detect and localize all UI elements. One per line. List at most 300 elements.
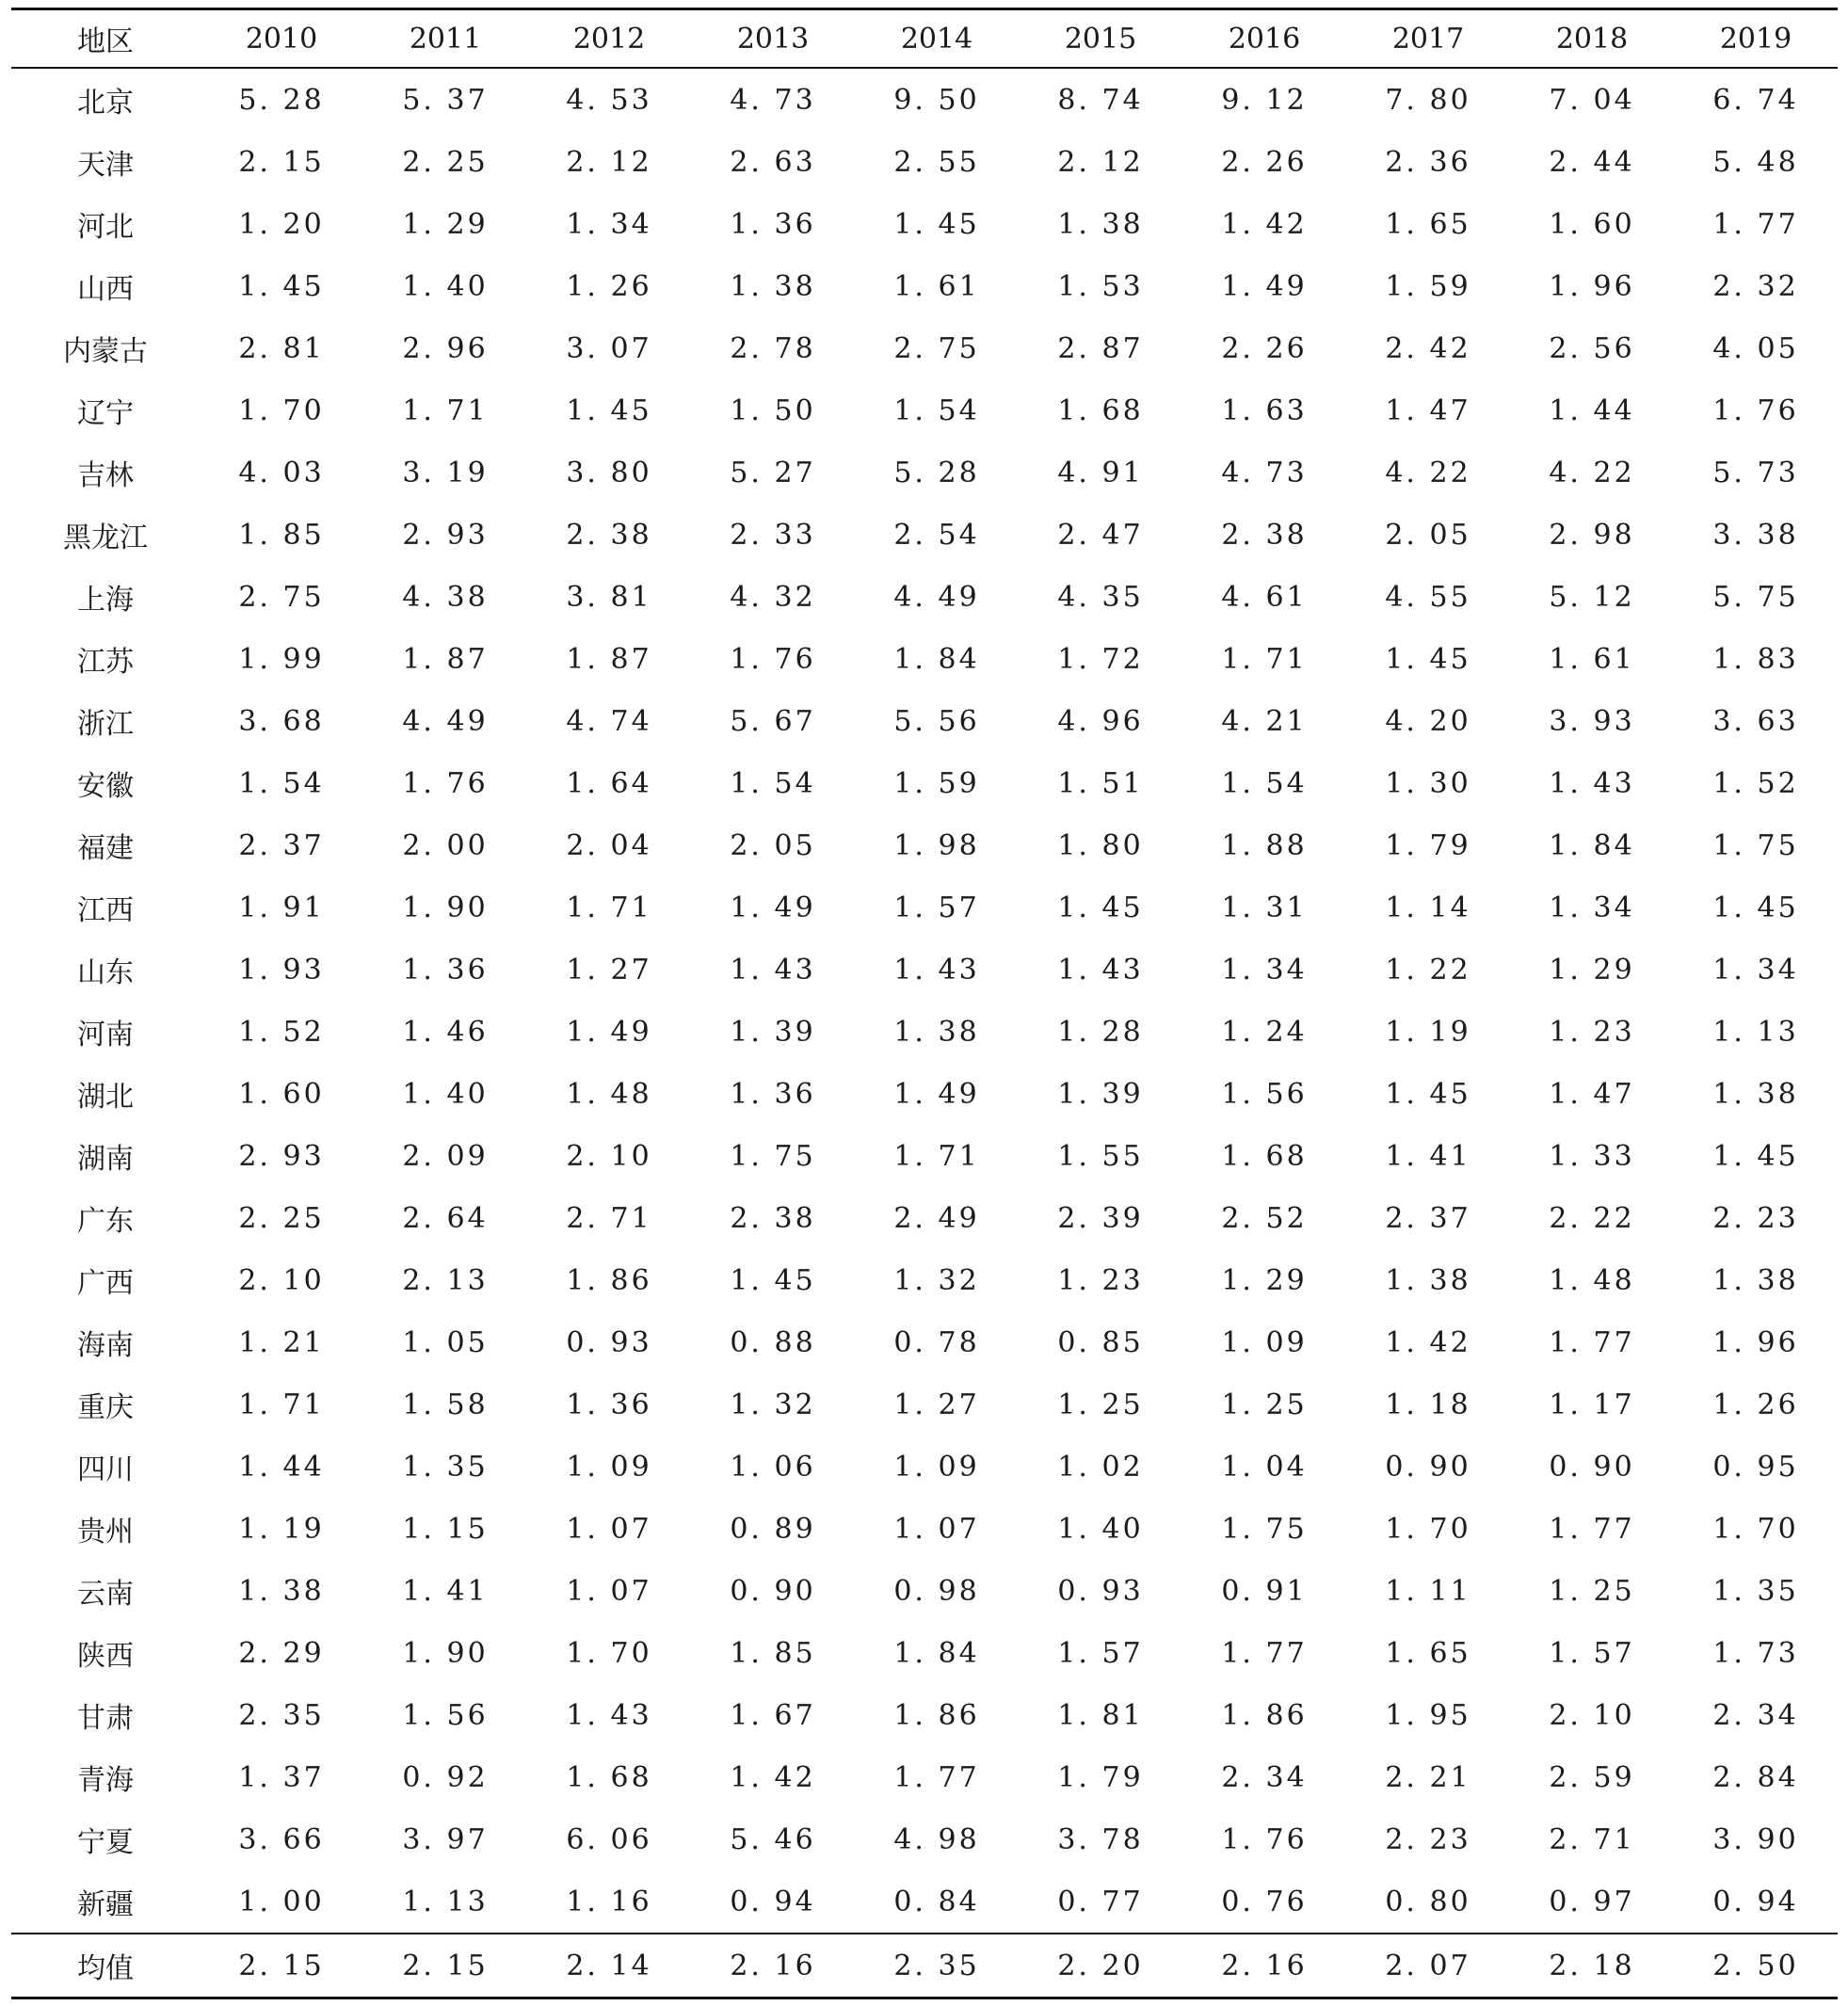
table-row: [11, 131, 1838, 193]
table-body: [11, 68, 1838, 1998]
value-cell: 1. 61: [893, 269, 980, 303]
mean-value-cell: 2. 15: [238, 1949, 325, 1982]
value-cell: 1. 43: [893, 953, 980, 987]
table-row: [11, 1249, 1838, 1311]
value-cell: 0. 84: [893, 1885, 980, 1918]
data-table: [11, 8, 1838, 1999]
value-cell: 1. 93: [238, 953, 325, 987]
value-cell: 1. 54: [1221, 766, 1308, 800]
value-cell: 2. 38: [730, 1201, 816, 1235]
value-cell: 1. 60: [238, 1077, 325, 1111]
value-cell: 5. 56: [893, 704, 980, 738]
value-cell: 1. 24: [1221, 1015, 1308, 1049]
value-cell: 1. 58: [402, 1388, 489, 1421]
value-cell: 5. 75: [1712, 580, 1799, 614]
value-cell: 1. 02: [1057, 1450, 1144, 1484]
value-cell: 2. 84: [1712, 1760, 1799, 1794]
value-cell: 1. 39: [730, 1015, 816, 1049]
value-cell: 1. 68: [566, 1760, 652, 1794]
value-cell: 1. 29: [402, 207, 489, 241]
value-cell: 4. 21: [1221, 704, 1308, 738]
column-header-year: 2010: [245, 22, 318, 56]
region-cell: 陕西: [77, 1640, 134, 1673]
mean-value-cell: 2. 16: [1221, 1949, 1308, 1982]
column-header-year: 2013: [736, 22, 810, 56]
value-cell: 1. 45: [893, 207, 980, 241]
column-header-year: 2017: [1391, 22, 1465, 56]
region-cell: 湖北: [77, 1081, 134, 1114]
value-cell: 7. 04: [1549, 83, 1635, 117]
value-cell: 1. 05: [402, 1325, 489, 1359]
value-cell: 1. 47: [1549, 1077, 1635, 1111]
table-row: [11, 752, 1838, 814]
value-cell: 1. 42: [1385, 1325, 1471, 1359]
value-cell: 0. 90: [730, 1574, 816, 1608]
value-cell: 2. 37: [238, 828, 325, 862]
value-cell: 4. 53: [566, 83, 652, 117]
value-cell: 1. 29: [1549, 953, 1635, 987]
region-cell: 福建: [77, 832, 134, 865]
value-cell: 0. 97: [1549, 1885, 1635, 1918]
value-cell: 2. 33: [730, 518, 816, 552]
value-cell: 1. 45: [730, 1263, 816, 1297]
value-cell: 1. 88: [1221, 828, 1308, 862]
value-cell: 2. 25: [238, 1201, 325, 1235]
value-cell: 1. 57: [1549, 1636, 1635, 1670]
value-cell: 0. 80: [1385, 1885, 1471, 1918]
mean-row: [11, 1934, 1838, 1998]
table-row: [11, 68, 1838, 131]
value-cell: 2. 26: [1221, 331, 1308, 365]
value-cell: 0. 93: [566, 1325, 652, 1359]
value-cell: 1. 49: [893, 1077, 980, 1111]
value-cell: 1. 25: [1549, 1574, 1635, 1608]
region-cell: 甘肃: [77, 1702, 134, 1735]
value-cell: 4. 91: [1057, 456, 1144, 489]
value-cell: 1. 96: [1549, 269, 1635, 303]
value-cell: 1. 77: [1549, 1325, 1635, 1359]
value-cell: 1. 95: [1385, 1698, 1471, 1732]
value-cell: 1. 56: [402, 1698, 489, 1732]
value-cell: 1. 36: [566, 1388, 652, 1421]
value-cell: 1. 75: [1221, 1512, 1308, 1546]
value-cell: 1. 38: [238, 1574, 325, 1608]
value-cell: 1. 79: [1385, 828, 1471, 862]
value-cell: 2. 42: [1385, 331, 1471, 365]
value-cell: 1. 34: [1549, 891, 1635, 924]
value-cell: 1. 55: [1057, 1139, 1144, 1173]
data-table-container: [11, 8, 1838, 1999]
value-cell: 1. 90: [402, 891, 489, 924]
value-cell: 1. 38: [1385, 1263, 1471, 1297]
value-cell: 4. 61: [1221, 580, 1308, 614]
value-cell: 2. 81: [238, 331, 325, 365]
value-cell: 2. 47: [1057, 518, 1144, 552]
value-cell: 1. 87: [402, 642, 489, 676]
value-cell: 2. 34: [1712, 1698, 1799, 1732]
column-header-year: 2012: [572, 22, 646, 56]
value-cell: 1. 59: [893, 766, 980, 800]
table-row: [11, 690, 1838, 752]
value-cell: 2. 71: [1549, 1822, 1635, 1856]
value-cell: 1. 43: [1549, 766, 1635, 800]
column-header-region: 地区: [77, 25, 134, 58]
value-cell: 2. 75: [893, 331, 980, 365]
value-cell: 4. 22: [1549, 456, 1635, 489]
value-cell: 1. 91: [238, 891, 325, 924]
value-cell: 1. 76: [1712, 393, 1799, 427]
value-cell: 0. 92: [402, 1760, 489, 1794]
value-cell: 1. 07: [566, 1512, 652, 1546]
value-cell: 0. 90: [1549, 1450, 1635, 1484]
value-cell: 1. 68: [1221, 1139, 1308, 1173]
value-cell: 1. 17: [1549, 1388, 1635, 1421]
value-cell: 2. 10: [566, 1139, 652, 1173]
value-cell: 1. 75: [730, 1139, 816, 1173]
region-cell: 广东: [77, 1205, 134, 1238]
value-cell: 1. 40: [1057, 1512, 1144, 1546]
table-row: [11, 1622, 1838, 1684]
column-header-year: 2019: [1719, 22, 1792, 56]
value-cell: 3. 63: [1712, 704, 1799, 738]
value-cell: 1. 87: [566, 642, 652, 676]
value-cell: 1. 37: [238, 1760, 325, 1794]
table-row: [11, 1125, 1838, 1187]
region-cell: 上海: [77, 584, 134, 617]
region-cell: 山西: [77, 273, 134, 306]
region-cell: 重庆: [77, 1391, 134, 1424]
region-cell: 江苏: [77, 646, 134, 679]
value-cell: 0. 94: [1712, 1885, 1799, 1918]
table-row: [11, 1373, 1838, 1436]
value-cell: 0. 88: [730, 1325, 816, 1359]
value-cell: 2. 22: [1549, 1201, 1635, 1235]
table-row: [11, 1001, 1838, 1063]
value-cell: 1. 70: [1712, 1512, 1799, 1546]
value-cell: 2. 13: [402, 1263, 489, 1297]
value-cell: 1. 49: [566, 1015, 652, 1049]
value-cell: 0. 77: [1057, 1885, 1144, 1918]
value-cell: 1. 47: [1385, 393, 1471, 427]
value-cell: 2. 05: [730, 828, 816, 862]
value-cell: 4. 35: [1057, 580, 1144, 614]
value-cell: 2. 04: [566, 828, 652, 862]
value-cell: 2. 12: [1057, 145, 1144, 179]
value-cell: 1. 57: [893, 891, 980, 924]
value-cell: 2. 59: [1549, 1760, 1635, 1794]
value-cell: 1. 77: [893, 1760, 980, 1794]
value-cell: 2. 09: [402, 1139, 489, 1173]
mean-value-cell: 2. 14: [566, 1949, 652, 1982]
value-cell: 0. 78: [893, 1325, 980, 1359]
value-cell: 1. 71: [566, 891, 652, 924]
value-cell: 2. 63: [730, 145, 816, 179]
value-cell: 2. 36: [1385, 145, 1471, 179]
value-cell: 1. 13: [1712, 1015, 1799, 1049]
value-cell: 1. 65: [1385, 1636, 1471, 1670]
region-cell: 天津: [77, 149, 134, 182]
mean-value-cell: 2. 35: [893, 1949, 980, 1982]
value-cell: 1. 71: [238, 1388, 325, 1421]
value-cell: 2. 23: [1712, 1201, 1799, 1235]
region-cell: 安徽: [77, 770, 134, 803]
value-cell: 4. 73: [730, 83, 816, 117]
value-cell: 1. 07: [566, 1574, 652, 1608]
value-cell: 1. 64: [566, 766, 652, 800]
value-cell: 1. 23: [1057, 1263, 1144, 1297]
table-row: [11, 504, 1838, 566]
value-cell: 1. 35: [402, 1450, 489, 1484]
value-cell: 1. 41: [402, 1574, 489, 1608]
value-cell: 2. 10: [238, 1263, 325, 1297]
value-cell: 1. 15: [402, 1512, 489, 1546]
region-cell: 北京: [77, 87, 134, 120]
table-row: [11, 379, 1838, 441]
region-cell: 河北: [77, 211, 134, 244]
value-cell: 1. 43: [566, 1698, 652, 1732]
value-cell: 6. 74: [1712, 83, 1799, 117]
value-cell: 1. 72: [1057, 642, 1144, 676]
value-cell: 6. 06: [566, 1822, 652, 1856]
value-cell: 1. 14: [1385, 891, 1471, 924]
value-cell: 1. 29: [1221, 1263, 1308, 1297]
value-cell: 1. 04: [1221, 1450, 1308, 1484]
value-cell: 1. 46: [402, 1015, 489, 1049]
value-cell: 2. 15: [238, 145, 325, 179]
value-cell: 1. 43: [1057, 953, 1144, 987]
value-cell: 3. 81: [566, 580, 652, 614]
table-row: [11, 876, 1838, 939]
value-cell: 2. 29: [238, 1636, 325, 1670]
value-cell: 1. 65: [1385, 207, 1471, 241]
value-cell: 1. 77: [1712, 207, 1799, 241]
value-cell: 1. 70: [1385, 1512, 1471, 1546]
value-cell: 5. 48: [1712, 145, 1799, 179]
value-cell: 1. 48: [1549, 1263, 1635, 1297]
table-row: [11, 1063, 1838, 1125]
value-cell: 1. 56: [1221, 1077, 1308, 1111]
value-cell: 1. 25: [1221, 1388, 1308, 1421]
value-cell: 1. 36: [402, 953, 489, 987]
value-cell: 1. 50: [730, 393, 816, 427]
value-cell: 8. 74: [1057, 83, 1144, 117]
value-cell: 1. 63: [1221, 393, 1308, 427]
table-row: [11, 441, 1838, 504]
table-row: [11, 193, 1838, 255]
value-cell: 1. 40: [402, 1077, 489, 1111]
value-cell: 1. 11: [1385, 1574, 1471, 1608]
region-cell: 贵州: [77, 1516, 134, 1549]
value-cell: 9. 12: [1221, 83, 1308, 117]
value-cell: 1. 35: [1712, 1574, 1799, 1608]
region-cell: 广西: [77, 1267, 134, 1300]
region-cell: 浙江: [77, 708, 134, 741]
value-cell: 2. 23: [1385, 1822, 1471, 1856]
value-cell: 1. 45: [1712, 1139, 1799, 1173]
value-cell: 0. 89: [730, 1512, 816, 1546]
value-cell: 1. 68: [1057, 393, 1144, 427]
value-cell: 1. 90: [402, 1636, 489, 1670]
value-cell: 1. 27: [893, 1388, 980, 1421]
value-cell: 1. 40: [402, 269, 489, 303]
value-cell: 1. 13: [402, 1885, 489, 1918]
value-cell: 1. 80: [1057, 828, 1144, 862]
value-cell: 3. 38: [1712, 518, 1799, 552]
region-cell: 吉林: [77, 459, 134, 492]
value-cell: 2. 71: [566, 1201, 652, 1235]
region-cell: 辽宁: [77, 397, 134, 430]
value-cell: 1. 49: [730, 891, 816, 924]
value-cell: 2. 35: [238, 1698, 325, 1732]
value-cell: 1. 38: [1712, 1263, 1799, 1297]
value-cell: 1. 43: [730, 953, 816, 987]
table-row: [11, 1746, 1838, 1808]
value-cell: 1. 73: [1712, 1636, 1799, 1670]
value-cell: 3. 93: [1549, 704, 1635, 738]
value-cell: 1. 84: [893, 642, 980, 676]
value-cell: 0. 76: [1221, 1885, 1308, 1918]
value-cell: 1. 26: [1712, 1388, 1799, 1421]
value-cell: 1. 77: [1221, 1636, 1308, 1670]
value-cell: 2. 00: [402, 828, 489, 862]
column-header-year: 2018: [1555, 22, 1629, 56]
value-cell: 4. 96: [1057, 704, 1144, 738]
value-cell: 1. 54: [893, 393, 980, 427]
value-cell: 1. 54: [730, 766, 816, 800]
value-cell: 1. 38: [1712, 1077, 1799, 1111]
value-cell: 4. 20: [1385, 704, 1471, 738]
value-cell: 1. 23: [1549, 1015, 1635, 1049]
value-cell: 2. 44: [1549, 145, 1635, 179]
value-cell: 2. 12: [566, 145, 652, 179]
value-cell: 4. 55: [1385, 580, 1471, 614]
value-cell: 0. 94: [730, 1885, 816, 1918]
value-cell: 0. 93: [1057, 1574, 1144, 1608]
value-cell: 2. 49: [893, 1201, 980, 1235]
value-cell: 1. 45: [1712, 891, 1799, 924]
value-cell: 1. 28: [1057, 1015, 1144, 1049]
region-cell: 山东: [77, 956, 134, 989]
value-cell: 1. 22: [1385, 953, 1471, 987]
region-cell: 江西: [77, 894, 134, 927]
value-cell: 1. 44: [1549, 393, 1635, 427]
value-cell: 1. 32: [730, 1388, 816, 1421]
value-cell: 1. 38: [893, 1015, 980, 1049]
table-row: [11, 1187, 1838, 1249]
table-row: [11, 1498, 1838, 1560]
value-cell: 1. 70: [238, 393, 325, 427]
value-cell: 1. 86: [566, 1263, 652, 1297]
value-cell: 3. 66: [238, 1822, 325, 1856]
mean-value-cell: 2. 15: [402, 1949, 489, 1982]
value-cell: 1. 45: [1385, 1077, 1471, 1111]
value-cell: 1. 44: [238, 1450, 325, 1484]
value-cell: 0. 90: [1385, 1450, 1471, 1484]
value-cell: 1. 07: [893, 1512, 980, 1546]
table-header: [11, 9, 1838, 69]
value-cell: 2. 37: [1385, 1201, 1471, 1235]
value-cell: 2. 54: [893, 518, 980, 552]
value-cell: 1. 51: [1057, 766, 1144, 800]
value-cell: 0. 91: [1221, 1574, 1308, 1608]
region-cell: 宁夏: [77, 1826, 134, 1859]
value-cell: 5. 73: [1712, 456, 1799, 489]
table-row: [11, 939, 1838, 1001]
value-cell: 2. 96: [402, 331, 489, 365]
value-cell: 1. 41: [1385, 1139, 1471, 1173]
value-cell: 1. 83: [1712, 642, 1799, 676]
value-cell: 0. 95: [1712, 1450, 1799, 1484]
value-cell: 1. 86: [1221, 1698, 1308, 1732]
value-cell: 1. 71: [402, 393, 489, 427]
value-cell: 4. 49: [893, 580, 980, 614]
value-cell: 1. 45: [566, 393, 652, 427]
mean-label-cell: 均值: [77, 1952, 134, 1985]
value-cell: 3. 90: [1712, 1822, 1799, 1856]
value-cell: 4. 22: [1385, 456, 1471, 489]
value-cell: 2. 21: [1385, 1760, 1471, 1794]
value-cell: 1. 76: [730, 642, 816, 676]
value-cell: 1. 27: [566, 953, 652, 987]
column-header-year: 2015: [1064, 22, 1137, 56]
value-cell: 3. 68: [238, 704, 325, 738]
value-cell: 1. 38: [1057, 207, 1144, 241]
region-cell: 黑龙江: [63, 522, 148, 554]
table-row: [11, 566, 1838, 628]
value-cell: 1. 77: [1549, 1512, 1635, 1546]
value-cell: 2. 52: [1221, 1201, 1308, 1235]
value-cell: 1. 34: [1712, 953, 1799, 987]
value-cell: 2. 26: [1221, 145, 1308, 179]
table-row: [11, 1311, 1838, 1373]
value-cell: 1. 34: [1221, 953, 1308, 987]
value-cell: 1. 76: [1221, 1822, 1308, 1856]
column-header-year: 2016: [1228, 22, 1301, 56]
value-cell: 1. 49: [1221, 269, 1308, 303]
region-cell: 云南: [77, 1578, 134, 1611]
region-cell: 河南: [77, 1019, 134, 1051]
table-row: [11, 628, 1838, 690]
value-cell: 2. 78: [730, 331, 816, 365]
mean-value-cell: 2. 50: [1712, 1949, 1799, 1982]
table-row: [11, 1870, 1838, 1934]
value-cell: 1. 54: [238, 766, 325, 800]
value-cell: 2. 93: [238, 1139, 325, 1173]
value-cell: 1. 70: [566, 1636, 652, 1670]
value-cell: 3. 07: [566, 331, 652, 365]
value-cell: 1. 60: [1549, 207, 1635, 241]
region-cell: 四川: [77, 1453, 134, 1486]
value-cell: 5. 46: [730, 1822, 816, 1856]
value-cell: 1. 67: [730, 1698, 816, 1732]
value-cell: 1. 33: [1549, 1139, 1635, 1173]
value-cell: 1. 39: [1057, 1077, 1144, 1111]
value-cell: 2. 25: [402, 145, 489, 179]
value-cell: 4. 32: [730, 580, 816, 614]
value-cell: 3. 19: [402, 456, 489, 489]
region-cell: 新疆: [77, 1888, 134, 1921]
mean-value-cell: 2. 16: [730, 1949, 816, 1982]
value-cell: 4. 49: [402, 704, 489, 738]
value-cell: 5. 67: [730, 704, 816, 738]
value-cell: 2. 05: [1385, 518, 1471, 552]
value-cell: 2. 93: [402, 518, 489, 552]
value-cell: 2. 10: [1549, 1698, 1635, 1732]
value-cell: 1. 57: [1057, 1636, 1144, 1670]
value-cell: 1. 16: [566, 1885, 652, 1918]
value-cell: 1. 42: [730, 1760, 816, 1794]
value-cell: 1. 09: [566, 1450, 652, 1484]
